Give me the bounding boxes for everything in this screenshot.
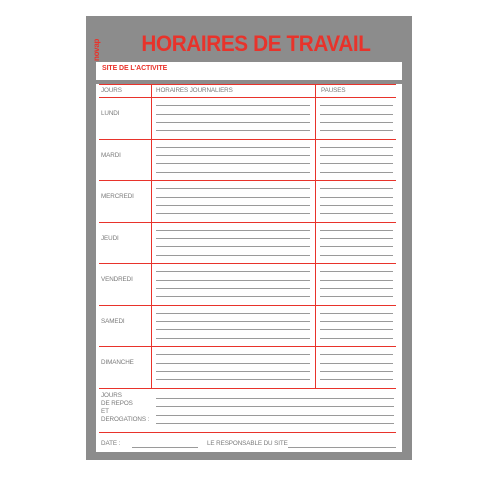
hours-writing-line[interactable] xyxy=(156,163,310,164)
column-divider-days xyxy=(151,84,152,388)
column-header-breaks: PAUSES xyxy=(321,87,346,94)
hours-writing-line[interactable] xyxy=(156,321,310,322)
day-label-dimanche: DIMANCHE xyxy=(101,359,134,366)
hours-writing-line[interactable] xyxy=(156,313,310,314)
day-label-mercredi: MERCREDI xyxy=(101,193,134,200)
rest-days-label-line: DEROGATIONS : xyxy=(101,415,150,423)
breaks-writing-line[interactable] xyxy=(320,230,393,231)
day-label-mardi: MARDI xyxy=(101,151,121,159)
site-field[interactable] xyxy=(96,62,402,80)
breaks-writing-line[interactable] xyxy=(320,329,393,330)
hours-writing-line[interactable] xyxy=(156,114,310,115)
column-header-daily-hours: HORAIRES JOURNALIERS xyxy=(156,87,233,94)
signature-field-line[interactable] xyxy=(288,447,396,448)
schedule-table xyxy=(96,84,402,452)
day-row-rule xyxy=(99,305,396,306)
hours-writing-line[interactable] xyxy=(156,329,310,330)
day-row-rule xyxy=(99,222,396,223)
breaks-writing-line[interactable] xyxy=(320,188,393,189)
date-label: DATE : xyxy=(101,440,121,447)
hours-writing-line[interactable] xyxy=(156,379,310,380)
hours-writing-line[interactable] xyxy=(156,122,310,123)
hours-writing-line[interactable] xyxy=(156,255,310,256)
breaks-writing-line[interactable] xyxy=(320,288,393,289)
breaks-writing-line[interactable] xyxy=(320,338,393,339)
hours-writing-line[interactable] xyxy=(156,280,310,281)
hours-writing-line[interactable] xyxy=(156,130,310,131)
hours-writing-line[interactable] xyxy=(156,230,310,231)
breaks-writing-line[interactable] xyxy=(320,354,393,355)
day-row-rule xyxy=(99,139,396,140)
site-label: SITE DE L'ACTIVITE xyxy=(102,65,168,72)
breaks-writing-line[interactable] xyxy=(320,296,393,297)
derogations-writing-line[interactable] xyxy=(156,398,394,399)
breaks-writing-line[interactable] xyxy=(320,163,393,164)
hours-writing-line[interactable] xyxy=(156,147,310,148)
breaks-writing-line[interactable] xyxy=(320,155,393,156)
hours-writing-line[interactable] xyxy=(156,205,310,206)
breaks-writing-line[interactable] xyxy=(320,371,393,372)
breaks-writing-line[interactable] xyxy=(320,197,393,198)
day-row-rule xyxy=(99,346,396,347)
hours-writing-line[interactable] xyxy=(156,172,310,173)
hours-writing-line[interactable] xyxy=(156,288,310,289)
breaks-writing-line[interactable] xyxy=(320,213,393,214)
breaks-writing-line[interactable] xyxy=(320,363,393,364)
day-row-rule xyxy=(99,263,396,264)
hours-writing-line[interactable] xyxy=(156,246,310,247)
hours-writing-line[interactable] xyxy=(156,197,310,198)
breaks-writing-line[interactable] xyxy=(320,147,393,148)
hours-writing-line[interactable] xyxy=(156,155,310,156)
breaks-writing-line[interactable] xyxy=(320,255,393,256)
responsible-label: LE RESPONSABLE DU SITE xyxy=(207,440,288,447)
breaks-writing-line[interactable] xyxy=(320,172,393,173)
breaks-writing-line[interactable] xyxy=(320,205,393,206)
rest-days-label-line: JOURS xyxy=(101,391,122,399)
day-label-vendredi: VENDREDI xyxy=(101,276,133,283)
breaks-writing-line[interactable] xyxy=(320,280,393,281)
breaks-writing-line[interactable] xyxy=(320,379,393,380)
hours-writing-line[interactable] xyxy=(156,188,310,189)
breaks-writing-line[interactable] xyxy=(320,313,393,314)
day-row-rule xyxy=(99,180,396,181)
breaks-writing-line[interactable] xyxy=(320,246,393,247)
day-label-samedi: SAMEDI xyxy=(101,317,125,325)
rest-days-label-line: DE REPOS xyxy=(101,399,133,407)
breaks-writing-line[interactable] xyxy=(320,238,393,239)
day-label-jeudi: JEUDI xyxy=(101,234,119,242)
derogations-writing-line[interactable] xyxy=(156,415,394,416)
hours-writing-line[interactable] xyxy=(156,296,310,297)
hours-writing-line[interactable] xyxy=(156,213,310,214)
breaks-writing-line[interactable] xyxy=(320,321,393,322)
hours-writing-line[interactable] xyxy=(156,363,310,364)
schedule-board xyxy=(86,16,412,460)
day-row-rule xyxy=(99,388,396,389)
board-inner xyxy=(92,24,402,452)
footer-rule xyxy=(99,432,396,433)
day-label-lundi: LUNDI xyxy=(101,110,120,117)
brand-logo: novap xyxy=(92,38,101,62)
header-top-rule xyxy=(99,84,396,85)
rest-days-label-line: ET xyxy=(101,407,109,415)
document-title: HORAIRES DE TRAVAIL xyxy=(141,31,371,56)
hours-writing-line[interactable] xyxy=(156,338,310,339)
derogations-writing-line[interactable] xyxy=(156,406,394,407)
breaks-writing-line[interactable] xyxy=(320,271,393,272)
hours-writing-line[interactable] xyxy=(156,354,310,355)
derogations-writing-line[interactable] xyxy=(156,423,394,424)
hours-writing-line[interactable] xyxy=(156,238,310,239)
header-bottom-rule xyxy=(99,97,396,98)
breaks-writing-line[interactable] xyxy=(320,122,393,123)
hours-writing-line[interactable] xyxy=(156,105,310,106)
breaks-writing-line[interactable] xyxy=(320,130,393,131)
date-field-line[interactable] xyxy=(132,447,198,448)
hours-writing-line[interactable] xyxy=(156,371,310,372)
hours-writing-line[interactable] xyxy=(156,271,310,272)
column-header-days: JOURS xyxy=(101,87,122,94)
breaks-writing-line[interactable] xyxy=(320,105,393,106)
column-divider-breaks xyxy=(315,84,316,388)
breaks-writing-line[interactable] xyxy=(320,114,393,115)
